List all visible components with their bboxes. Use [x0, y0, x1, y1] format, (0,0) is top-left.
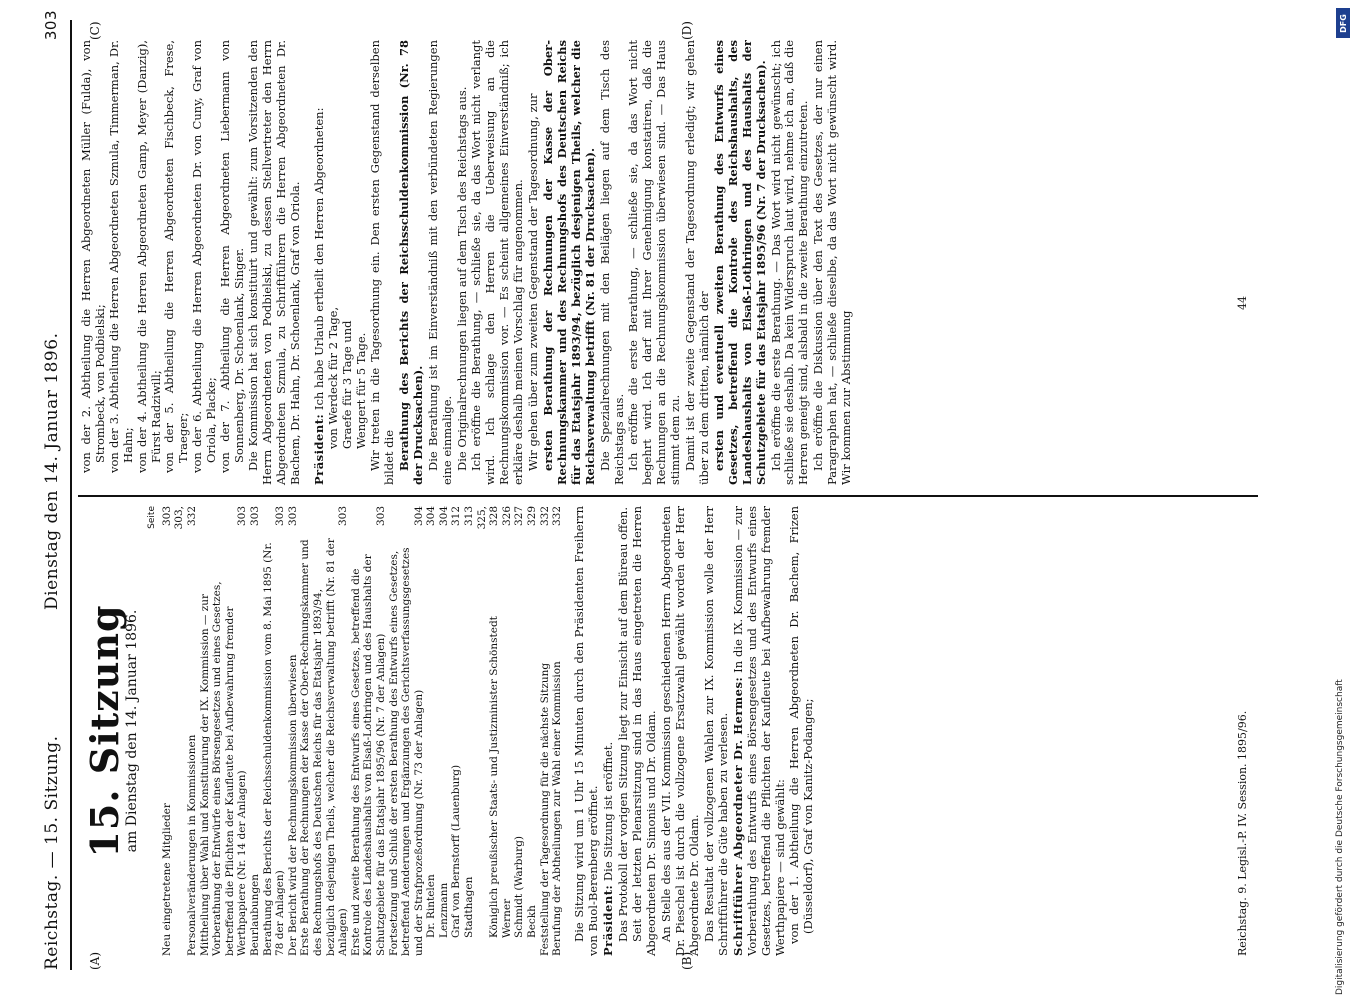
toc-row [463, 506, 476, 956]
toc-entry-page: 326 [500, 506, 513, 527]
right-column [80, 40, 855, 485]
urlaub-intro: Ich habe Urlaub ertheilt den Herren Abgeordneten: [311, 107, 326, 411]
toc-row [199, 506, 249, 956]
toc-row [526, 506, 539, 956]
toc-entry-text: Schmidt (Warburg) [513, 835, 526, 938]
margin-mark-b: (B) [680, 951, 694, 970]
running-head-left: Reichstag. — 15. Sitzung. [42, 735, 62, 970]
toc-row [299, 506, 349, 956]
protokoll-paragraph: Das Protokoll der vorigen Sitzung liegt zur Einsicht auf dem Büreau offen. [615, 507, 630, 942]
digitization-note: Digitalisierung gefördert durch die Deutsche Forschungsgemeinschaft [1335, 679, 1345, 995]
dfg-logo-text: DFG [1338, 13, 1348, 33]
signature-mark: 44 [1236, 296, 1249, 310]
toc-entry-page: 303 [286, 506, 299, 527]
toc-row [438, 506, 451, 956]
toc-entry-page: 325, 328 [475, 506, 501, 530]
page-footer: Reichstag. 9. Legisl.-P. IV. Session. 1895/96. [1236, 710, 1249, 956]
konstituirt-paragraph: Die Kommission hat sich konstituirt und gewählt: zum Vorsitzenden den Herrn Abgeordneten von Podbielski, zu dessen Stellvertreter den Herrn Abgeordneten Szmula, zu Schriftführern die Herren Abgeordneten Dr. Bachem, Dr. Hahn, Dr. Schoenlank, Graf von Oriola. [245, 40, 302, 485]
toc-row [513, 506, 526, 956]
toc-entry-page: 303 [337, 506, 350, 527]
toc-entry-page: 332 [538, 506, 551, 527]
toc-entry-text: Werner [500, 898, 513, 938]
toc-entry-page: 304 [412, 506, 425, 527]
toc-entry-text: Feststellung der Tagesordnung für die nächste Sitzung [538, 662, 551, 956]
toc-row [287, 506, 300, 956]
toc-entry-page: 304 [437, 506, 450, 527]
toc-entry-text: Dr. Rintelen [425, 874, 438, 938]
reichsschulden-heading: Berathung des Berichts der Reichsschuldenkommission (Nr. 78 der Drucksachen). [396, 40, 425, 485]
column-divider [78, 495, 1258, 497]
opening-paragraph: Die Sitzung wird um 1 Uhr 15 Minuten durch den Präsidenten Freiherrn von Buol-Berenberg eröffnet. [571, 506, 600, 956]
toc-entry-page: 303 [236, 506, 249, 527]
toc-entry-text: Neu eingetretene Mitglieder [160, 803, 173, 956]
toc-entry-text: Der Bericht wird der Rechnungskommission überwiesen [286, 654, 299, 956]
toc-entry-text: Erste und zweite Berathung des Entwurfs eines Gesetzes, betreffend die Kontrole des Landeshaushalts von Elsaß-Lothringen und des Haushalts der Schutzgebiete für das Etatsjahr 1895/96 (Nr. 7 der Anlagen) [349, 554, 387, 956]
toc-entry-page: 332 [551, 506, 564, 527]
toc-entry-page: 303 [274, 506, 287, 527]
toc-entry-page: 304 [425, 506, 438, 527]
toc-entry-text: Stadthagen [463, 876, 476, 938]
eroeffne-2-paragraph: Ich eröffne die erste Berathung, — schließe sie, da das Wort nicht begehrt wird. Ich darf mit Ihrer Genehmigung konstatiren, daß die Rechnungen an die Rechnungskommission überwiesen sind. — Das Haus stimmt dem zu. [626, 40, 683, 485]
originalrechnungen-paragraph: Die Originalrechnungen liegen auf dem Tisch des Reichstags aus. [454, 86, 469, 471]
abtheilung-line: von der 2. Abtheilung die Herren Abgeordneten Müller (Fulda), von Strombeck, von Podbielski; [79, 40, 107, 473]
abtheilung-line: von der 4. Abtheilung die Herren Abgeordneten Gamp, Meyer (Danzig), Fürst Radziwill; [134, 40, 163, 473]
toc-entry-text: Mittheilung über Wahl und Konstituirung der IX. Kommission — zur Vorberathung der Entwürfe eines Börsengesetzes und eines Gesetzes, betreffend die Pflichten der Kaufleute bei Aufbewahrung fremder Werthpapiere (Nr. 14 der Anlagen) [198, 581, 249, 956]
running-head-date: Dienstag den 14. Januar 1896. [42, 332, 62, 610]
toc-entry-page: 303 [248, 506, 261, 527]
toc-entry-text: Berathung des Berichts der Reichsschuldenkommission vom 8. Mai 1895 (Nr. 78 der Anlagen) [261, 542, 287, 956]
dfg-logo [1336, 8, 1350, 38]
toc-row [539, 506, 552, 956]
kommission-ix-paragraph: Das Resultat der vollzogenen Wahlen zur IX. Kommission wolle der Herr Schriftführer die Güte haben zu verlesen. [701, 506, 730, 956]
toc-header: Seite [146, 506, 157, 529]
abtheilung-line: von der 7. Abtheilung die Herren Abgeordneten Liebermann von Sonnenberg, Dr. Schoenlank, Singer. [218, 40, 246, 473]
page-number: 303 [42, 10, 60, 41]
toc-entry-page: 327 [513, 506, 526, 527]
urlaub-line: Wengert für 5 Tage. [354, 332, 369, 449]
toc-row [551, 506, 564, 956]
tagesordnung-paragraph: Wir treten in die Tagesordnung ein. Den ersten Gegenstand derselben bildet die [368, 40, 397, 485]
toc-entry-text: Berufung der Abtheilungen zur Wahl einer Kommission [551, 661, 564, 956]
margin-mark-c: (C) [88, 21, 102, 40]
speaker-label: Präsident: [311, 413, 326, 485]
urlaub-line: Graefe für 3 Tage und [340, 320, 355, 449]
schluss-paragraph: Ich eröffne die erste Berathung. — Das Wort wird nicht gewünscht; ich schließe sie deshalb. Da kein Widerspruch laut wird, nehme ich an, daß die Herren geneigt sind, alsbald in die zweite Berathung einzutreten. [768, 40, 811, 485]
erste-berathung-heading: ersten Berathung der Rechnungen der Kasse der Ober-Rechnungskammer und des Rechnungshofs des Deutschen Reichs für das Etatsjahr 1893/94, bezüglich desjenigen Theils, welcher die Reichsverwaltung betrifft (Nr. 81 der Drucksachen). [541, 40, 597, 485]
abtheilung-line: von der 6. Abtheilung die Herren Abgeordneten Dr. von Cuny, Graf von Oriola, Placke; [190, 40, 219, 473]
toc-row [388, 506, 426, 956]
abtheilung-line: von der 3. Abtheilung die Herren Abgeordneten Szmula, Timmerman, Dr. Hahn; [106, 40, 135, 473]
urlaub-list [327, 40, 369, 485]
new-members-paragraph: Seit der letzten Plenarsitzung sind in das Haus eingetreten die Herren Abgeordneten Dr. Simonis und Dr. Oldam. [630, 506, 659, 956]
abtheilung-1: von der 1. Abtheilung die Herren Abgeordneten Dr. Bachem, Frizen (Düsseldorf), Graf von Kanitz-Podangen; [787, 506, 816, 944]
header-rule [70, 20, 72, 970]
zweiter-gegenstand-paragraph: Wir gehen über zum zweiten Gegenstand der Tagesordnung, zur [526, 93, 541, 471]
speaker-label: Präsident: [600, 884, 615, 956]
kommission-vii-paragraph: An Stelle des aus der VII. Kommission geschiedenen Herrn Abgeordneten Dr. Pieschel ist durch die vollzogene Ersatzwahl gewählt worden der Herr Abgeordnete Dr. Oldam. [659, 506, 702, 956]
toc-entry-text: Personalveränderungen in Kommissionen [186, 734, 198, 956]
toc-row [476, 506, 501, 956]
table-of-contents [161, 506, 564, 956]
einverstaendnis-paragraph: Die Berathung ist im Einverständniß mit den verbündeten Regierungen eine einmalige. [425, 40, 454, 485]
urlaub-line: von Werdeck für 2 Tage, [326, 306, 341, 449]
running-head [42, 10, 72, 970]
toc-row [262, 506, 287, 956]
left-column [80, 506, 816, 956]
abtheilung-line: von der 5. Abtheilung die Herren Abgeordneten Fischbeck, Frese, Traeger; [162, 40, 191, 473]
speaker-label: Schriftführer Abgeordneter Dr. Hermes: [730, 676, 745, 956]
toc-entry-text: Fortsetzung und Schluß der ersten Berathung des Entwurfs eines Gesetzes, betreffend Aenderungen und Ergänzungen des Gerichtsverfassungsgesetzes und der Strafprozeßordnung (Nr. 73 der Anlagen) [387, 547, 425, 956]
toc-row [450, 506, 463, 956]
toc-row [501, 506, 514, 956]
eroeffne-paragraph: Ich eröffne die Berathung, — schließe sie, da das Wort nicht verlangt wird. Ich schlage den Herren die Ueberweisung an die Rechnungskommission vor. — Es scheint allgemeines Einverständniß; ich erkläre deshalb meinen Vorschlag für angenommen. [469, 40, 526, 485]
toc-entry-page: 303 [160, 506, 173, 527]
toc-row [173, 506, 198, 956]
toc-entry-page: 329 [526, 506, 539, 527]
toc-entry-text: Beckh [526, 905, 539, 938]
dritte-gegenstand-paragraph: Damit ist der zweite Gegenstand der Tagesordnung erledigt; wir gehen über zu dem dritten, nämlich der [683, 40, 711, 485]
toc-entry-page: 303 [374, 506, 387, 527]
toc-entry-page: 312 [450, 506, 463, 527]
toc-entry-text: Graf von Bernstorff (Lauenburg) [450, 764, 463, 938]
president-text: Die Sitzung ist eröffnet. [600, 741, 615, 882]
margin-mark-d: (D) [680, 21, 694, 40]
toc-entry-page: 303, 332 [173, 506, 198, 530]
president-urlaub [313, 40, 327, 485]
schriftfuehrer-paragraph [732, 506, 788, 956]
toc-entry-text: Königlich preußischer Staats- und Justizminister Schönstedt [488, 616, 501, 938]
toc-row [161, 506, 174, 956]
toc-entry-text: Lenzmann [437, 882, 450, 938]
session-date: am Dienstag den 14. Januar 1896. [124, 609, 140, 853]
margin-mark-a: (A) [88, 951, 102, 970]
elsass-heading: ersten und eventuell zweiten Berathung des Entwurfs eines Gesetzes, betreffend die Kontrole des Reichshaushalts, des Landeshaushalts von Elsaß-Lothringen und des Haushalts der Schutzgebiete für das Etatsjahr 1895/96 (Nr. 7 der Drucksachen). [711, 40, 768, 485]
toc-entry-text: Erste Berathung der Rechnungen der Kasse der Ober-Rechnungskammer und des Rechnungshofs des Deutschen Reichs für das Etatsjahr 1893/94, bezüglich desjenigen Theils, welcher die Reichsverwaltung betrifft (Nr. 81 der Anlagen) [299, 538, 350, 956]
toc-row [350, 506, 388, 956]
session-title: 15. Sitzung [82, 604, 127, 858]
toc-entry-text: Beurlaubungen [248, 873, 261, 956]
spezialrechnungen-paragraph: Die Spezialrechnungen mit den Beilägen liegen auf dem Tisch des Reichstags aus. [597, 40, 626, 485]
toc-row [425, 506, 438, 956]
president-statement-1 [602, 506, 616, 956]
toc-entry-page: 313 [463, 506, 476, 527]
toc-row [249, 506, 262, 956]
schriftfuehrer-text: In die IX. Kommission — zur Vorberathung des Entwurfs eines Börsengesetzes und des Entwurfs eines Gesetzes, betreffend die Pflichten der Kaufleute bei Aufbewahrung fremder Werthpapiere — sind gewählt: [730, 506, 787, 956]
abtheilung-list [80, 40, 247, 485]
paragraph-paragraph: Ich eröffne die Diskussion über den Text des Gesetzes, der nur einen Paragraphen hat, — schließe dieselbe, da das Wort nicht gewünscht wird. Wir kommen zur Abstimmung [811, 40, 854, 485]
